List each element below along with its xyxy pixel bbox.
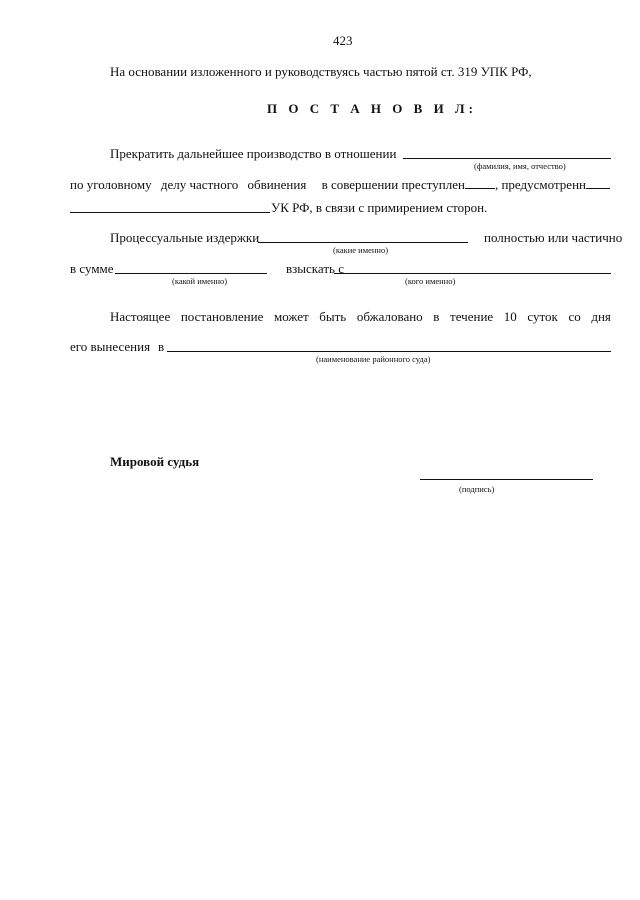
caption-what: (какой именно) (172, 276, 228, 286)
para3-line2-prep: в (158, 339, 165, 354)
page-number: 423 (333, 33, 353, 48)
costs-blank-line (258, 242, 468, 243)
para3-word: суток (527, 309, 558, 324)
article-blank-line (70, 212, 270, 213)
line2-part-1: по уголовному (70, 177, 152, 192)
para1-line2 (70, 177, 610, 193)
caption-which: (какие именно) (333, 245, 389, 255)
para3-word: Настоящее (110, 309, 171, 324)
para2-line1-end: полностью или частично (484, 230, 623, 245)
line2-part-3: обвинения (247, 177, 307, 192)
para2-line2-mid: взыскать с (286, 261, 344, 276)
whom-blank-line (334, 273, 611, 274)
document-title: П О С Т А Н О В И Л: (267, 101, 477, 116)
para1-line1: Прекратить дальнейшее производство в отношении (110, 146, 397, 161)
para3-word: постановление (180, 309, 264, 324)
para3-word: 10 (503, 309, 517, 324)
signature-blank-line (420, 479, 593, 480)
name-blank-line (403, 158, 611, 159)
judge-label: Мировой судья (110, 454, 200, 469)
para3-line1 (110, 309, 611, 325)
para3-word: может (273, 309, 309, 324)
para2-line1: Процессуальные издержки (110, 230, 260, 245)
intro-text: На основании изложенного и руководствуясь частью пятой ст. 319 УПК РФ, (110, 64, 532, 79)
line2-part-2: делу частного (160, 177, 239, 192)
para3-word: обжаловано (356, 309, 423, 324)
caption-name: (фамилия, имя, отчество) (474, 161, 566, 171)
caption-sign: (подпись) (459, 484, 495, 494)
para2-line2-start: в сумме (70, 261, 114, 276)
para3-line2-start: его вынесения (70, 339, 151, 354)
caption-court: (наименование районного суда) (316, 354, 431, 364)
caption-whom: (кого именно) (405, 276, 456, 286)
line2-part-4: в совершении преступлен , предусмотренн (322, 177, 610, 193)
para3-word: в (433, 309, 440, 324)
para3-word: быть (319, 309, 347, 324)
para3-word: течение (450, 309, 494, 324)
para3-word: дня (591, 309, 611, 324)
para1-line3: УК РФ, в связи с примирением сторон. (271, 200, 488, 215)
para3-word: со (568, 309, 581, 324)
court-blank-line (167, 351, 611, 352)
sum-blank-line (115, 273, 267, 274)
